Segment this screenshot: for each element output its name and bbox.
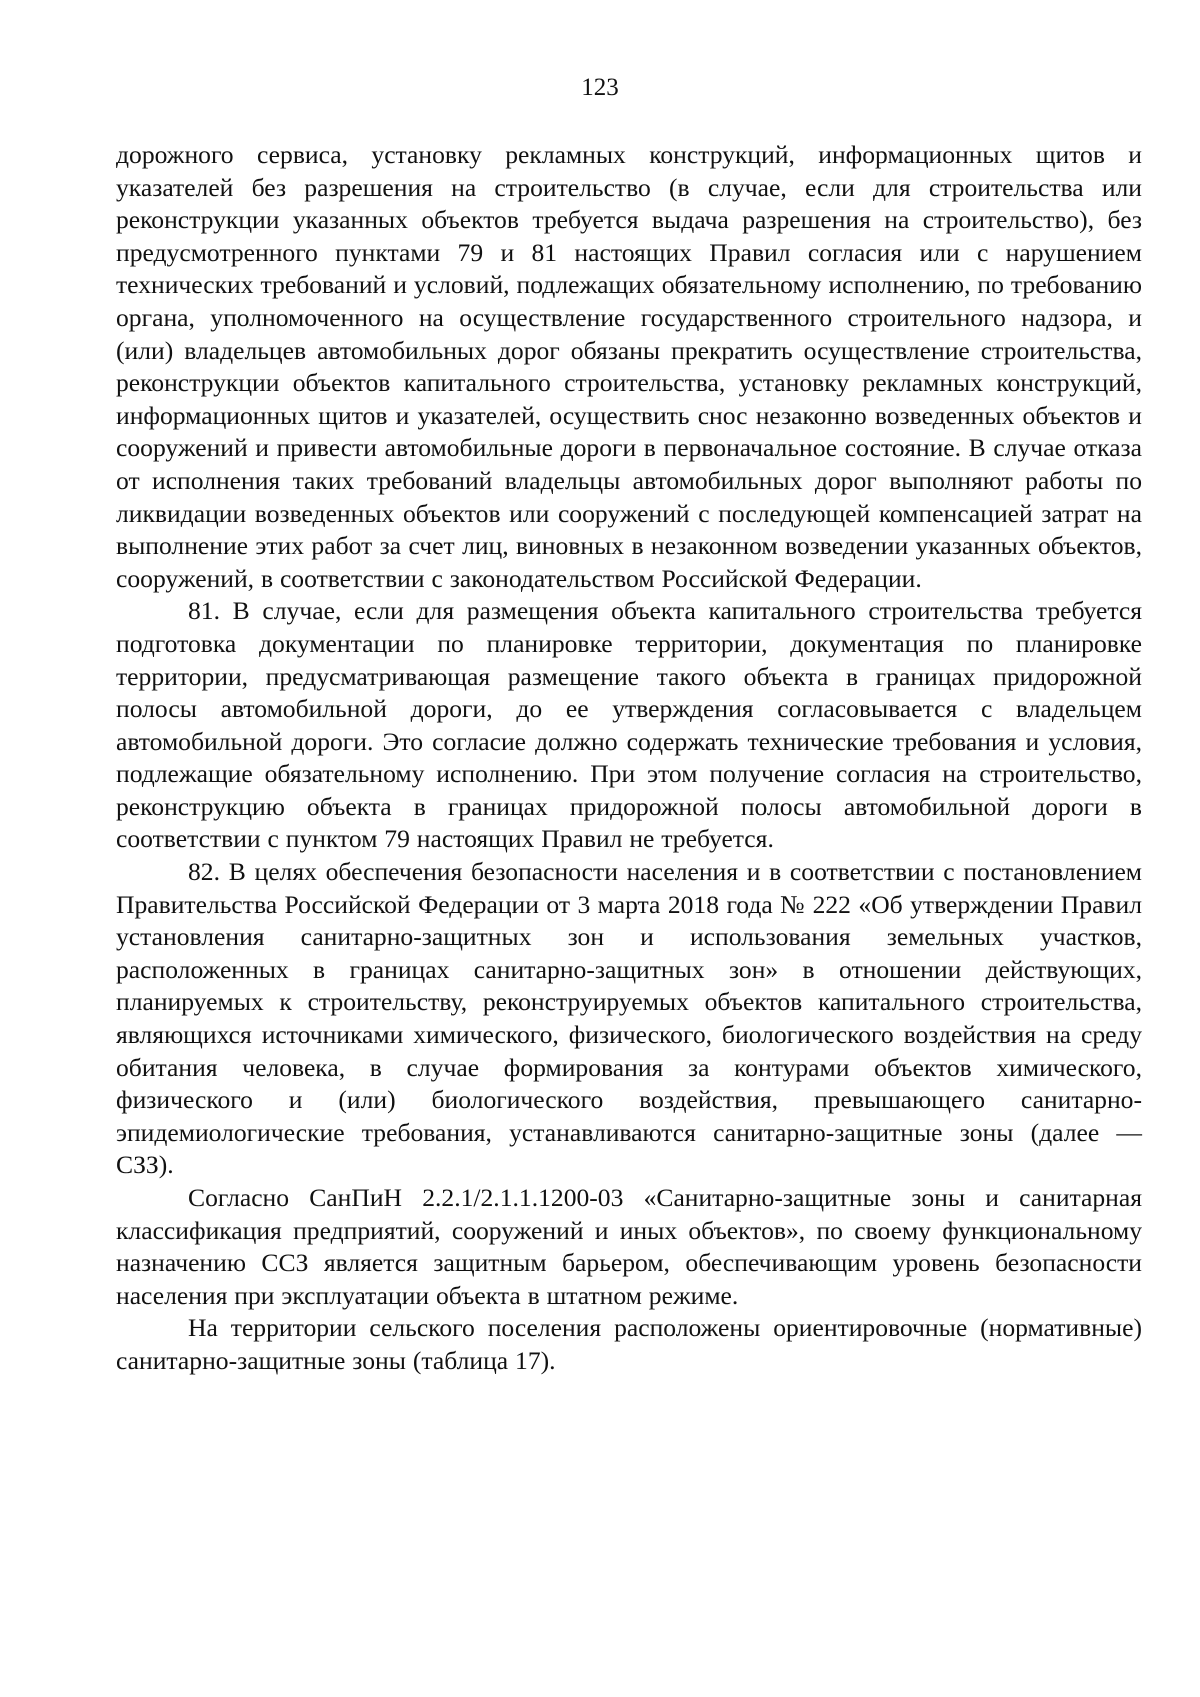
paragraph-continuation: дорожного сервиса, установку рекламных конструкций, информационных щитов и указателей без разрешения на строительство (в случае, если для строительства или реконструкции указанных объектов требуется выдача разрешения на строительство), без предусмотренного пунктами 79 и 81 настоящих Правил согласия или с нарушением технических требований и условий, подлежащих обязательному исполнению, по требованию органа, уполномоченного на осуществление государственного строительного надзора, и (или) владельцев автомобильных дорог обязаны прекратить осуществление строительства, реконструкции объектов капитального строительства, установку рекламных конструкций, информационных щитов и указателей, осуществить снос незаконно возведенных объектов и сооружений и привести автомобильные дороги в первоначальное состояние. В случае отказа от исполнения таких требований владельцы автомобильных дорог выполняют работы по ликвидации возведенных объектов или сооружений с последующей компенсацией затрат на выполнение этих работ за счет лиц, виновных в незаконном возведении указанных объектов, сооружений, в соответствии с законодательством Российской Федерации. — [116, 140, 1142, 593]
paragraph-territory: На территории сельского поселения расположены ориентировочные (нормативные) санитарно-защитные зоны (таблица 17). — [116, 1313, 1142, 1375]
paragraph-item-81: 81. В случае, если для размещения объекта капитального строительства требуется подготовка документации по планировке территории, документация по планировке территории, предусматривающая размещение такого объекта в границах придорожной полосы автомобильной дороги, до ее утверждения согласовывается с владельцем автомобильной дороги. Это согласие должно содержать технические требования и условия, подлежащие обязательному исполнению. При этом получение согласия на строительство, реконструкцию объекта в границах придорожной полосы автомобильной дороги в соответствии с пунктом 79 настоящих Правил не требуется. — [116, 596, 1142, 854]
document-body — [116, 139, 1142, 1378]
paragraph-item-82: 82. В целях обеспечения безопасности населения и в соответствии с постановлением Правительства Российской Федерации от 3 марта 2018 года № 222 «Об утверждении Правил установления санитарно-защитных зон и использования земельных участков, расположенных в границах санитарно-защитных зон» в отношении действующих, планируемых к строительству, реконструируемых объектов капитального строительства, являющихся источниками химического, физического, биологического воздействия на среду обитания человека, в случае формирования за контурами объектов химического, физического и (или) биологического воздействия, превышающего санитарно-эпидемиологические требования, устанавливаются санитарно-защитные зоны (далее — СЗЗ). — [116, 857, 1142, 1180]
paragraph-sanpin: Согласно СанПиН 2.2.1/2.1.1.1200-03 «Санитарно-защитные зоны и санитарная классификация предприятий, сооружений и иных объектов», по своему функциональному назначению ССЗ является защитным барьером, обеспечивающим уровень безопасности населения при эксплуатации объекта в штатном режиме. — [116, 1183, 1142, 1310]
page-number: 123 — [581, 74, 619, 101]
